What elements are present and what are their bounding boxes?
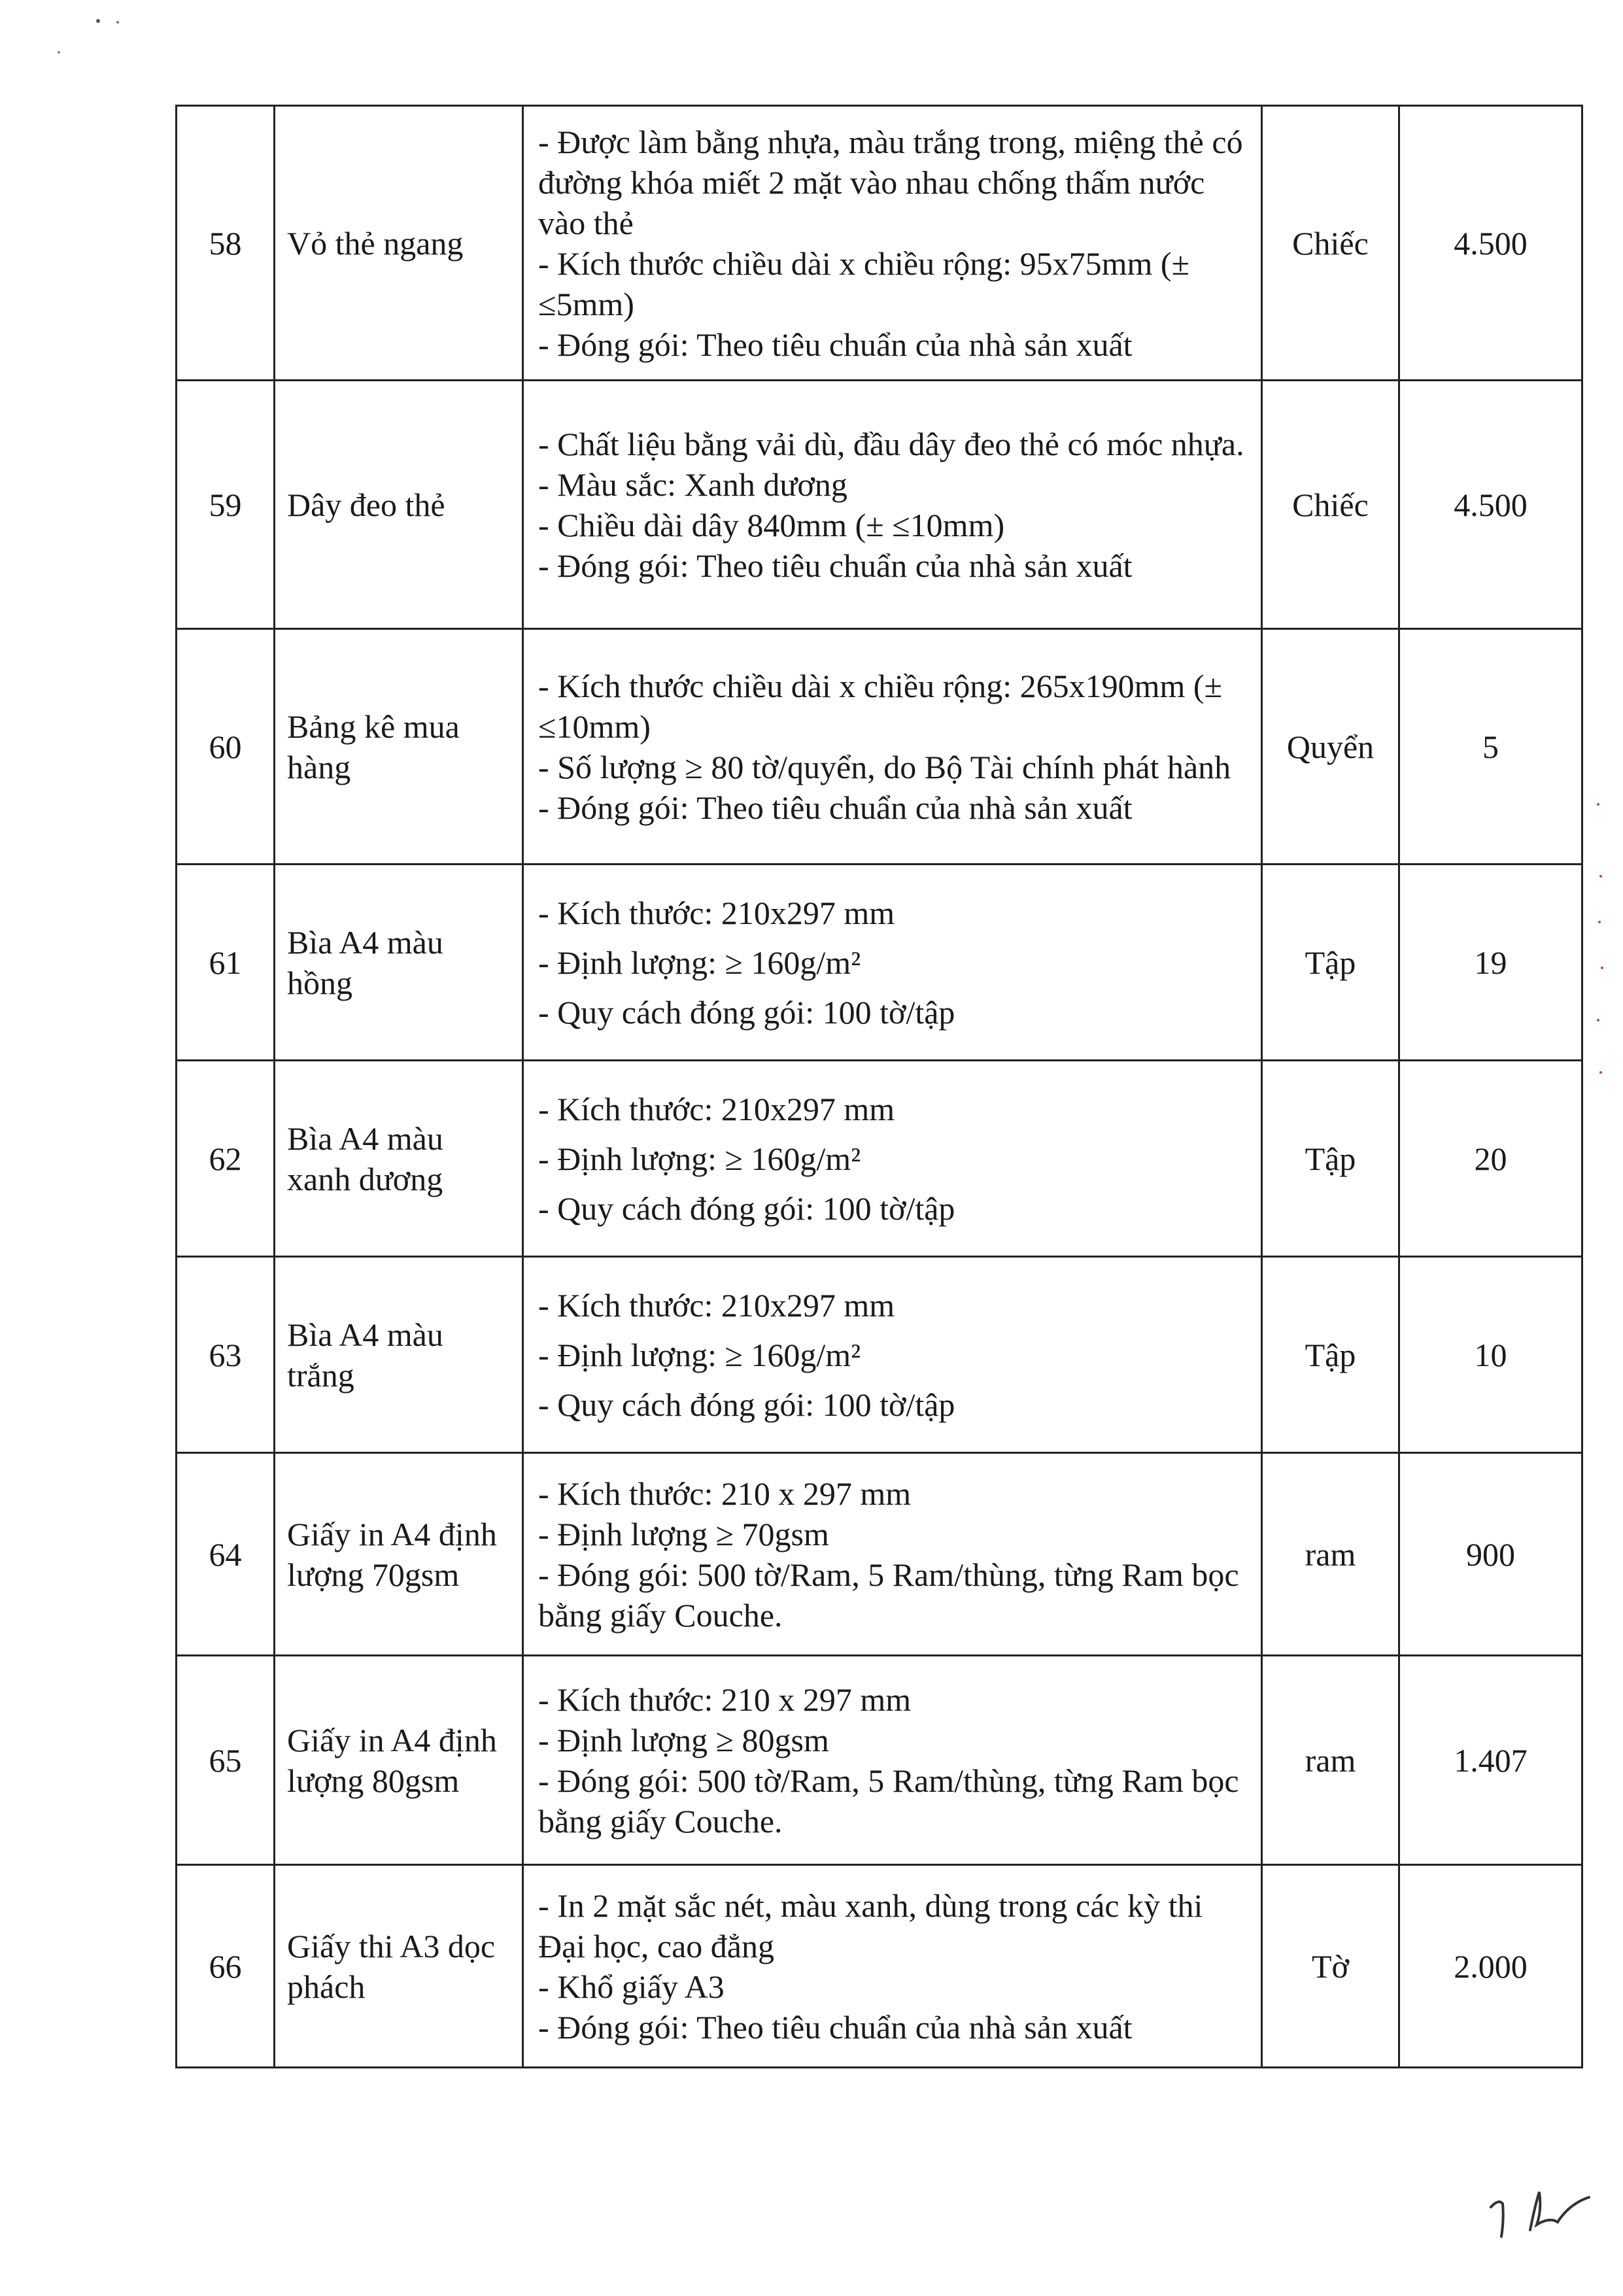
scan-edge-marks-icon bbox=[1589, 798, 1609, 1086]
spec-line: - Được làm bằng nhựa, màu trắng trong, miệng thẻ có đường khóa miết 2 mặt vào nhau chống thấm nước vào thẻ bbox=[538, 123, 1243, 241]
table-row bbox=[177, 1257, 1582, 1453]
item-name: Dây đeo thẻ bbox=[275, 381, 523, 629]
spec-line: - Kích thước: 210x297 mm bbox=[538, 1090, 895, 1127]
item-unit: Chiếc bbox=[1262, 381, 1399, 629]
item-unit: Tập bbox=[1262, 865, 1399, 1061]
item-quantity: 20 bbox=[1399, 1061, 1582, 1257]
item-specification bbox=[523, 1453, 1262, 1656]
item-name: Vỏ thẻ ngang bbox=[275, 106, 523, 381]
item-quantity: 10 bbox=[1399, 1257, 1582, 1453]
row-number: 62 bbox=[177, 1061, 275, 1257]
spec-line: - Màu sắc: Xanh dương bbox=[538, 466, 847, 503]
spec-line: - Kích thước: 210 x 297 mm bbox=[538, 1475, 912, 1512]
signature-initials bbox=[1484, 2184, 1596, 2243]
item-name: Bảng kê mua hàng bbox=[275, 629, 523, 865]
spec-line: - Định lượng: ≥ 160g/m² bbox=[538, 944, 861, 981]
spec-line: - Đóng gói: Theo tiêu chuẩn của nhà sản xuất bbox=[538, 2008, 1133, 2046]
spec-line: - Quy cách đóng gói: 100 tờ/tập bbox=[538, 993, 955, 1031]
table-row bbox=[177, 1453, 1582, 1656]
item-quantity: 900 bbox=[1399, 1453, 1582, 1656]
item-name: Bìa A4 màu xanh dương bbox=[275, 1061, 523, 1257]
item-specification bbox=[523, 1656, 1262, 1865]
row-number: 65 bbox=[177, 1656, 275, 1865]
row-number: 64 bbox=[177, 1453, 275, 1656]
item-name: Bìa A4 màu trắng bbox=[275, 1257, 523, 1453]
item-unit: ram bbox=[1262, 1453, 1399, 1656]
item-unit: Tập bbox=[1262, 1257, 1399, 1453]
table-row bbox=[177, 1061, 1582, 1257]
row-number: 58 bbox=[177, 106, 275, 381]
spec-line: - Quy cách đóng gói: 100 tờ/tập bbox=[538, 1190, 955, 1227]
item-specification bbox=[523, 629, 1262, 865]
spec-line: - Định lượng: ≥ 160g/m² bbox=[538, 1140, 861, 1177]
spec-line: - Kích thước: 210x297 mm bbox=[538, 1286, 895, 1324]
item-specification bbox=[523, 865, 1262, 1061]
spec-line: - Định lượng ≥ 70gsm bbox=[538, 1515, 829, 1552]
item-unit: Quyển bbox=[1262, 629, 1399, 865]
spec-line: - Kích thước: 210x297 mm bbox=[538, 894, 895, 931]
item-quantity: 2.000 bbox=[1399, 1865, 1582, 2068]
item-quantity: 1.407 bbox=[1399, 1656, 1582, 1865]
item-quantity: 19 bbox=[1399, 865, 1582, 1061]
table-row bbox=[177, 865, 1582, 1061]
spec-line: - Kích thước chiều dài x chiều rộng: 95x75mm (± ≤5mm) bbox=[538, 245, 1190, 322]
item-specification bbox=[523, 381, 1262, 629]
spec-line: - Đóng gói: 500 tờ/Ram, 5 Ram/thùng, từng Ram bọc bằng giấy Couche. bbox=[538, 1556, 1239, 1634]
item-name: Bìa A4 màu hồng bbox=[275, 865, 523, 1061]
item-quantity: 4.500 bbox=[1399, 381, 1582, 629]
spec-line: - Định lượng ≥ 80gsm bbox=[538, 1721, 829, 1758]
table-row bbox=[177, 1656, 1582, 1865]
item-unit: Chiếc bbox=[1262, 106, 1399, 381]
spec-line: - In 2 mặt sắc nét, màu xanh, dùng trong các kỳ thi Đại học, cao đẳng bbox=[538, 1887, 1203, 1964]
row-number: 61 bbox=[177, 865, 275, 1061]
item-specification bbox=[523, 1865, 1262, 2068]
row-number: 60 bbox=[177, 629, 275, 865]
spec-line: - Kích thước: 210 x 297 mm bbox=[538, 1681, 912, 1718]
row-number: 59 bbox=[177, 381, 275, 629]
scan-speck-icon bbox=[52, 13, 131, 65]
spec-line: - Chất liệu bằng vải dù, đầu dây đeo thẻ có móc nhựa. bbox=[538, 425, 1244, 462]
item-specification bbox=[523, 1257, 1262, 1453]
table-row bbox=[177, 106, 1582, 381]
spec-line: - Số lượng ≥ 80 tờ/quyển, do Bộ Tài chính phát hành bbox=[538, 748, 1231, 785]
item-quantity: 5 bbox=[1399, 629, 1582, 865]
spec-line: - Kích thước chiều dài x chiều rộng: 265x190mm (± ≤10mm) bbox=[538, 667, 1223, 745]
spec-line: - Đóng gói: Theo tiêu chuẩn của nhà sản xuất bbox=[538, 326, 1133, 363]
item-specification bbox=[523, 1061, 1262, 1257]
row-number: 66 bbox=[177, 1865, 275, 2068]
table-row bbox=[177, 1865, 1582, 2068]
spec-line: - Chiều dài dây 840mm (± ≤10mm) bbox=[538, 506, 1005, 543]
spec-line: - Đóng gói: Theo tiêu chuẩn của nhà sản xuất bbox=[538, 547, 1133, 584]
table-row bbox=[177, 381, 1582, 629]
item-name: Giấy thi A3 dọc phách bbox=[275, 1865, 523, 2068]
table-row bbox=[177, 629, 1582, 865]
item-name: Giấy in A4 định lượng 70gsm bbox=[275, 1453, 523, 1656]
spec-line: - Đóng gói: Theo tiêu chuẩn của nhà sản xuất bbox=[538, 789, 1133, 826]
item-unit: Tờ bbox=[1262, 1865, 1399, 2068]
spec-line: - Định lượng: ≥ 160g/m² bbox=[538, 1336, 861, 1373]
item-quantity: 4.500 bbox=[1399, 106, 1582, 381]
item-specification bbox=[523, 106, 1262, 381]
spec-line: - Quy cách đóng gói: 100 tờ/tập bbox=[538, 1386, 955, 1423]
item-unit: ram bbox=[1262, 1656, 1399, 1865]
item-unit: Tập bbox=[1262, 1061, 1399, 1257]
spec-line: - Đóng gói: 500 tờ/Ram, 5 Ram/thùng, từng Ram bọc bằng giấy Couche. bbox=[538, 1762, 1239, 1840]
row-number: 63 bbox=[177, 1257, 275, 1453]
spec-line: - Khổ giấy A3 bbox=[538, 1968, 725, 2005]
item-name: Giấy in A4 định lượng 80gsm bbox=[275, 1656, 523, 1865]
specification-table bbox=[175, 105, 1583, 2068]
